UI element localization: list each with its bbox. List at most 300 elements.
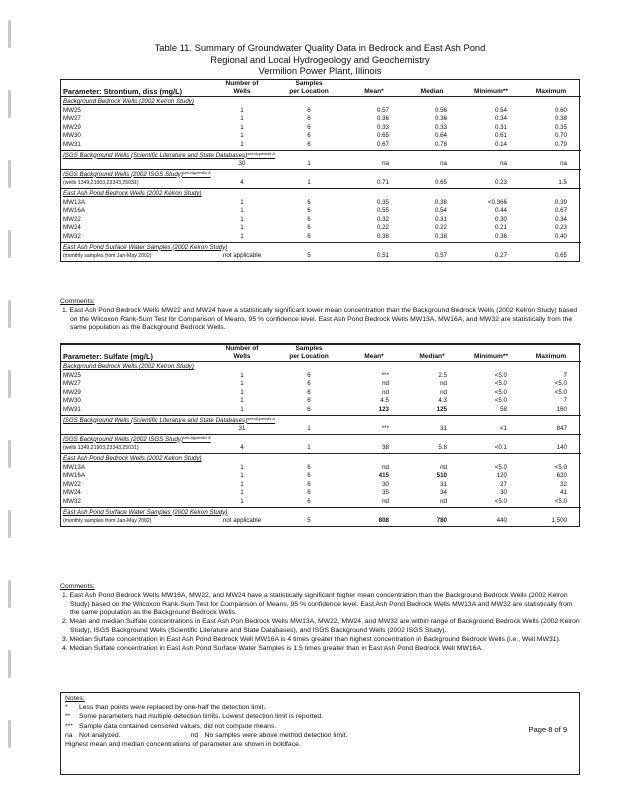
cell: 0.36: [376, 115, 389, 123]
cell: 1: [240, 388, 244, 396]
cell: <5.0: [554, 497, 567, 505]
section-label: [61, 169, 581, 179]
cell: 6: [307, 198, 311, 206]
cell: 1: [240, 380, 244, 388]
section-label: East Ash Pond Surface Water Samples (2002 Kelron Study): [61, 507, 581, 517]
table-row: [61, 464, 581, 473]
col-minimum: Minimum**: [461, 353, 521, 362]
cell: 4.5: [380, 397, 389, 405]
well-name: MW27: [63, 380, 81, 388]
cell: 0.70: [554, 132, 567, 140]
binder-mark: [8, 510, 11, 538]
cell: 0.31: [494, 123, 507, 131]
table-row: [61, 252, 581, 261]
cell: 0.40: [554, 232, 567, 240]
header-row: [61, 353, 581, 362]
cell: 780: [436, 517, 447, 525]
cell: 6: [307, 380, 311, 388]
cell: 1: [240, 489, 244, 497]
cell: 440: [496, 517, 507, 525]
cell: nd: [440, 388, 447, 396]
cell: 32: [560, 480, 567, 488]
header-row-top: [61, 345, 581, 354]
note-text: Highest mean and median concentrations of parameter are shown in boldface.: [65, 741, 301, 749]
cell: 1: [240, 207, 244, 215]
col-samples-top: Samples: [295, 80, 323, 87]
cell: <0.1: [494, 444, 507, 452]
table-row: [61, 425, 581, 434]
section-header: [61, 150, 581, 160]
cell: 847: [556, 425, 567, 433]
section-header: [61, 97, 581, 107]
note-symbol: na: [65, 731, 73, 739]
cell: 0.67: [554, 207, 567, 215]
cell: 35: [382, 489, 389, 497]
comments-heading: Comments:: [60, 298, 95, 305]
appendix-ref: see Appendix A: [182, 434, 211, 440]
cell: 1: [240, 232, 244, 240]
section-label: East Ash Pond Bedrock Wells (2002 Kelron Study): [61, 453, 581, 463]
table-row: [61, 107, 581, 116]
cell: 2.5: [438, 371, 447, 379]
cell: 0.38: [376, 232, 389, 240]
section-header: [61, 169, 581, 179]
well-name: MW24: [63, 489, 81, 497]
note-symbol: **: [65, 713, 71, 721]
cell: 0.33: [376, 123, 389, 131]
cell: 1: [240, 215, 244, 223]
section-header: [61, 415, 581, 425]
cell: nd: [382, 497, 389, 505]
cell: 27: [500, 480, 507, 488]
cell: 415: [378, 472, 389, 480]
section-header: [61, 434, 581, 444]
section-label: Background Bedrock Wells (2002 Kelron Study): [63, 363, 194, 370]
cell: 6: [307, 132, 311, 140]
cell: 31: [238, 425, 246, 433]
cell: 0.22: [434, 224, 447, 232]
col-samples: per Location: [273, 353, 345, 362]
cell: 1: [240, 405, 244, 413]
cell: 4.3: [438, 397, 447, 405]
cell: 1: [240, 480, 244, 488]
notes-heading: Notes:: [65, 695, 85, 702]
cell: 6: [307, 232, 311, 240]
cell: <5.0: [494, 497, 507, 505]
table-row: [61, 444, 581, 453]
cell: 6: [307, 397, 311, 405]
cell: 6: [307, 123, 311, 131]
sulfate-table: [60, 343, 580, 527]
cell: 0.23: [494, 179, 507, 187]
well-name: MW25: [63, 371, 81, 379]
strontium-comments: [60, 298, 580, 333]
cell: 6: [307, 371, 311, 379]
cell: 125: [436, 405, 447, 413]
page-number: Page 8 of 9: [528, 724, 567, 734]
section-label: Background Bedrock Wells (2002 Kelron Study): [63, 98, 194, 105]
cell: <0.366: [487, 198, 507, 206]
table-row: [61, 498, 581, 507]
section-label: East Ash Pond Bedrock Wells (2002 Kelron Study): [61, 188, 581, 198]
section-header: [61, 507, 581, 517]
cell: 1: [240, 140, 244, 148]
cell: 0.39: [554, 198, 567, 206]
binder-mark: [8, 720, 11, 748]
binder-mark: [8, 650, 11, 678]
cell: <5.0: [494, 380, 507, 388]
well-name: MW22: [63, 480, 81, 488]
section-label-text: ISGS Background Wells (2002 ISGS Study): [63, 435, 183, 443]
cell: 0.30: [494, 215, 507, 223]
title-line-1: Table 11. Summary of Groundwater Quality Data in Bedrock and East Ash Pond: [154, 42, 486, 53]
title-line-3: Vermilion Power Plant, Illinois: [258, 65, 382, 76]
cell: 5.8: [438, 444, 447, 452]
cell: nd: [440, 497, 447, 505]
section-label: [61, 434, 581, 444]
table-row: [61, 207, 581, 216]
cell: 0.34: [494, 115, 507, 123]
cell: 30: [500, 489, 507, 497]
cell: 0.67: [376, 140, 389, 148]
cell: 4: [240, 444, 244, 452]
cell: 1: [240, 472, 244, 480]
section-label-text: ISGS Background Wells (Scientific Literature and State Databases): [63, 151, 248, 159]
section-header: [61, 453, 581, 463]
cell: 0.64: [434, 132, 447, 140]
table-row: [61, 224, 581, 233]
table-row: [61, 389, 581, 398]
note-symbol: ***: [65, 722, 73, 730]
well-name: MW13A: [63, 198, 86, 206]
table-row: [61, 124, 581, 133]
table-row: [61, 489, 581, 498]
well-name: MW22: [63, 215, 81, 223]
table-row: [61, 199, 581, 208]
cell: <5.0: [554, 388, 567, 396]
binder-mark: [8, 20, 11, 48]
note-text: Not analyzed.: [79, 731, 121, 739]
cell: 1,500: [551, 517, 567, 525]
cell: 7: [563, 371, 567, 379]
section-label: [61, 150, 581, 160]
cell: 0.36: [494, 232, 507, 240]
comment-item: 1. East Ash Pond Bedrock Wells MW22 and MW24 have a statistically significant lower mean concentration than the Background Bedrock Wells (2002 Kelron Study) based on the Wilcoxon Rank-Sum Test for Comparison of Means, 95 % confidence level. East Ash Pond Bedrock Wells MW13A, MW16A, and MW32 are statistically from the same population as the Background Bedrock Wells.: [62, 306, 578, 332]
cell: 0.56: [434, 106, 447, 114]
well-name: MW24: [63, 224, 81, 232]
cell: 1: [240, 198, 244, 206]
cell: 0.60: [554, 106, 567, 114]
cell: 6: [307, 224, 311, 232]
cell: 1: [240, 123, 244, 131]
binder-mark: [8, 580, 11, 608]
parameter-label: Parameter: Strontium, diss (mg/L): [61, 88, 211, 97]
note-line: [65, 703, 575, 712]
col-maximum: Maximum: [521, 353, 581, 362]
col-maximum: Maximum: [521, 88, 581, 97]
cell: 0.38: [434, 232, 447, 240]
cell: 510: [436, 472, 447, 480]
well-name: MW13A: [63, 463, 86, 471]
cell: 6: [307, 215, 311, 223]
cell: 0.32: [376, 215, 389, 223]
strontium-table: [60, 79, 580, 262]
cell: ***: [381, 371, 389, 379]
cell: <1: [499, 425, 507, 433]
sulfate-comments: [60, 583, 580, 653]
cell: na: [500, 160, 507, 168]
cell: <5.0: [494, 388, 507, 396]
cell: 0.22: [376, 224, 389, 232]
cell: 0.36: [434, 115, 447, 123]
table-row: [61, 472, 581, 481]
table-row: [61, 132, 581, 141]
cell: 6: [307, 405, 311, 413]
cell: 30: [238, 160, 246, 168]
cell: not applicable: [222, 517, 262, 525]
table-row: [61, 179, 581, 188]
note-symbol: *: [65, 704, 68, 712]
cell: 0.34: [554, 215, 567, 223]
cell: 6: [307, 207, 311, 215]
binder-mark: [8, 300, 11, 328]
cell: 4: [240, 179, 244, 187]
comment-item: 2. Mean and median Sulfate concentrations in East Ash Pon Bedrock Wells MW13A, MW22, MW24, and MW32 are within range of Background Bedrock Wells (2002 Kelron Study), ISGS Background Wells (Scientific Literature and State Databases), and ISGS Background Wells (2002 ISGS Study).: [62, 618, 580, 634]
cell: na: [382, 160, 389, 168]
well-name: MW30: [63, 132, 81, 140]
table-row: [61, 372, 581, 381]
section-header: [61, 362, 581, 372]
cell: nd: [382, 380, 389, 388]
well-name: MW16A: [63, 472, 86, 480]
appendix-ref: see Appendix A: [182, 169, 211, 175]
cell: 0.14: [494, 140, 507, 148]
table-row: [61, 216, 581, 225]
well-name: (monthly samples from Jan-May 2002): [63, 253, 152, 260]
well-name: [61, 425, 211, 434]
table-row: [61, 141, 581, 150]
cell: 620: [556, 472, 567, 480]
cell: 0.33: [434, 123, 447, 131]
well-name: [61, 160, 211, 169]
well-name: MW31: [63, 405, 81, 413]
cell: <5.0: [494, 371, 507, 379]
comment-item: 4. Median Sulfate concentration in East Ash Pond Surface Water Samples is 1.5 times greater than in East Ash Pond Bedrock Well MW16A.: [62, 644, 483, 652]
col-median: Median*: [403, 353, 461, 362]
cell: 0.61: [494, 132, 507, 140]
table-row: [61, 115, 581, 124]
binder-mark: [8, 370, 11, 398]
cell: 0.57: [434, 252, 447, 260]
cell: 6: [307, 115, 311, 123]
cell: 0.54: [434, 207, 447, 215]
table-row: [61, 397, 581, 406]
cell: 1: [307, 425, 311, 433]
note-text: Some parameters had multiple detection limits. Lowest detection limit is reported.: [79, 713, 324, 721]
cell: 31: [440, 425, 447, 433]
cell: 0.35: [376, 198, 389, 206]
cell: 6: [307, 480, 311, 488]
cell: 0.78: [434, 140, 447, 148]
section-label: [61, 415, 581, 425]
table-row: [61, 517, 581, 526]
cell: 6: [307, 106, 311, 114]
appendix-ref: see Appendix A: [247, 415, 275, 421]
cell: na: [560, 160, 567, 168]
cell: 58: [500, 405, 507, 413]
col-wells-top: Number of: [225, 80, 259, 87]
notes-box: [60, 692, 580, 775]
cell: 5: [307, 252, 311, 260]
cell: 1: [240, 132, 244, 140]
header-row: [61, 88, 581, 97]
cell: 0.65: [434, 179, 447, 187]
comment-item: 1. East Ash Pond Bedrock Wells MW16A, MW22, and MW24 have a statistically significant higher mean concentration than the Background Bedrock Wells (2002 Kelron Study) based on the Wilcoxon Rank-Sum Test for Comparison of Means, 95 % confidence level. East Ash Pond Bedrock Wells MW13A and MW32 are statistically from the same population as the Background Bedrock Wells.: [62, 591, 573, 617]
table-row: [61, 380, 581, 389]
cell: 6: [307, 472, 311, 480]
cell: 120: [496, 472, 507, 480]
binder-mark: [8, 90, 11, 118]
cell: 0.71: [376, 179, 389, 187]
parameter-label: Parameter: Sulfate (mg/L): [61, 353, 211, 362]
col-mean: Mean*: [345, 353, 403, 362]
well-name: MW25: [63, 106, 81, 114]
cell: <5.0: [494, 463, 507, 471]
cell: 6: [307, 497, 311, 505]
cell: <5.0: [554, 380, 567, 388]
well-name: MW32: [63, 497, 81, 505]
cell: 0.51: [376, 252, 389, 260]
cell: 1: [307, 444, 311, 452]
col-samples-top: Samples: [273, 345, 345, 354]
section-header: [61, 242, 581, 252]
col-mean: Mean*: [345, 88, 403, 97]
cell: 0.54: [494, 106, 507, 114]
cell: 1: [240, 463, 244, 471]
title-line-2: Regional and Local Hydrogeology and Geochemistry: [210, 53, 430, 65]
section-header: [61, 188, 581, 198]
section-label-text: ISGS Background Wells (Scientific Literature and State Databases): [63, 416, 248, 424]
note-line: [65, 712, 575, 721]
section-label: East Ash Pond Surface Water Samples (2002 Kelron Study): [61, 242, 581, 252]
cell: 0.65: [376, 132, 389, 140]
note-text: No samples were above method detection limit.: [204, 731, 348, 739]
col-samples: per Location: [273, 88, 345, 97]
col-wells-top: Number of: [211, 345, 273, 354]
cell: 1: [307, 179, 311, 187]
cell: 0.23: [554, 224, 567, 232]
cell: 1.5: [558, 179, 567, 187]
cell: 140: [556, 444, 567, 452]
note-line: [65, 722, 575, 731]
cell: 1: [240, 397, 244, 405]
cell: <5.0: [554, 463, 567, 471]
cell: 0.65: [554, 252, 567, 260]
cell: 0.21: [494, 224, 507, 232]
comment-item: 3. Median Sulfate concentration in East Ash Pond Bedrock Well MW16A is 4 times greater than highest concentration in Background Bedrock Wells (i.e., Well MW31).: [62, 635, 561, 643]
table-row: [61, 160, 581, 169]
cell: 41: [560, 489, 567, 497]
comments-heading: Comments:: [60, 583, 95, 590]
cell: 0.44: [494, 207, 507, 215]
note-text: Sample data contained censored values, did not compute means.: [79, 722, 277, 730]
cell: 1: [240, 497, 244, 505]
cell: 160: [556, 405, 567, 413]
cell: 1: [307, 160, 311, 168]
cell: not applicable: [222, 252, 262, 260]
binder-mark: [8, 230, 11, 258]
cell: 38: [382, 444, 389, 452]
well-name: MW29: [63, 123, 81, 131]
well-name: MW16A: [63, 207, 86, 215]
well-name: MW27: [63, 115, 81, 123]
binder-mark: [8, 160, 11, 188]
cell: 30: [382, 480, 389, 488]
page-title: [60, 42, 580, 77]
well-name: MW30: [63, 397, 81, 405]
cell: ***: [381, 425, 389, 433]
note-text: Less than points were replaced by one-half the detection limit.: [79, 704, 266, 712]
col-wells: Wells: [211, 88, 273, 97]
col-wells: Wells: [211, 353, 273, 362]
cell: 808: [378, 517, 389, 525]
cell: 1: [240, 224, 244, 232]
cell: 6: [307, 140, 311, 148]
cell: 0.38: [554, 115, 567, 123]
well-name: (monthly samples from Jan-May 2002): [63, 518, 152, 525]
well-name: (wells 1349,21903,23343,25031): [63, 180, 139, 187]
table-row: [61, 406, 581, 415]
note-line: [65, 740, 575, 749]
cell: 0.55: [376, 207, 389, 215]
table-row: [61, 481, 581, 490]
well-name: (wells 1349,21903,23343,25031): [63, 445, 139, 452]
section-label-text: ISGS Background Wells (2002 ISGS Study): [63, 170, 183, 178]
cell: 5: [307, 517, 311, 525]
col-median: Median: [403, 88, 461, 97]
cell: 6: [307, 388, 311, 396]
cell: <5.0: [494, 397, 507, 405]
cell: nd: [440, 380, 447, 388]
appendix-ref: see Appendix A: [247, 150, 275, 156]
col-minimum: Minimum**: [461, 88, 521, 97]
cell: nd: [382, 463, 389, 471]
cell: 34: [440, 489, 447, 497]
cell: 123: [378, 405, 389, 413]
cell: 0.38: [434, 198, 447, 206]
cell: 0.57: [376, 106, 389, 114]
cell: 0.31: [434, 215, 447, 223]
well-name: MW31: [63, 140, 81, 148]
header-row-top: [61, 80, 581, 88]
cell: 0.79: [554, 140, 567, 148]
binder-mark: [8, 440, 11, 468]
cell: 6: [307, 489, 311, 497]
cell: 7: [563, 397, 567, 405]
cell: 0.27: [494, 252, 507, 260]
note-symbol: nd: [190, 731, 199, 739]
cell: 1: [240, 106, 244, 114]
cell: nd: [440, 463, 447, 471]
cell: 6: [307, 463, 311, 471]
cell: 1: [240, 115, 244, 123]
table-row: [61, 233, 581, 242]
cell: na: [440, 160, 447, 168]
cell: nd: [382, 388, 389, 396]
well-name: MW29: [63, 388, 81, 396]
cell: 1: [240, 371, 244, 379]
cell: 31: [440, 480, 447, 488]
